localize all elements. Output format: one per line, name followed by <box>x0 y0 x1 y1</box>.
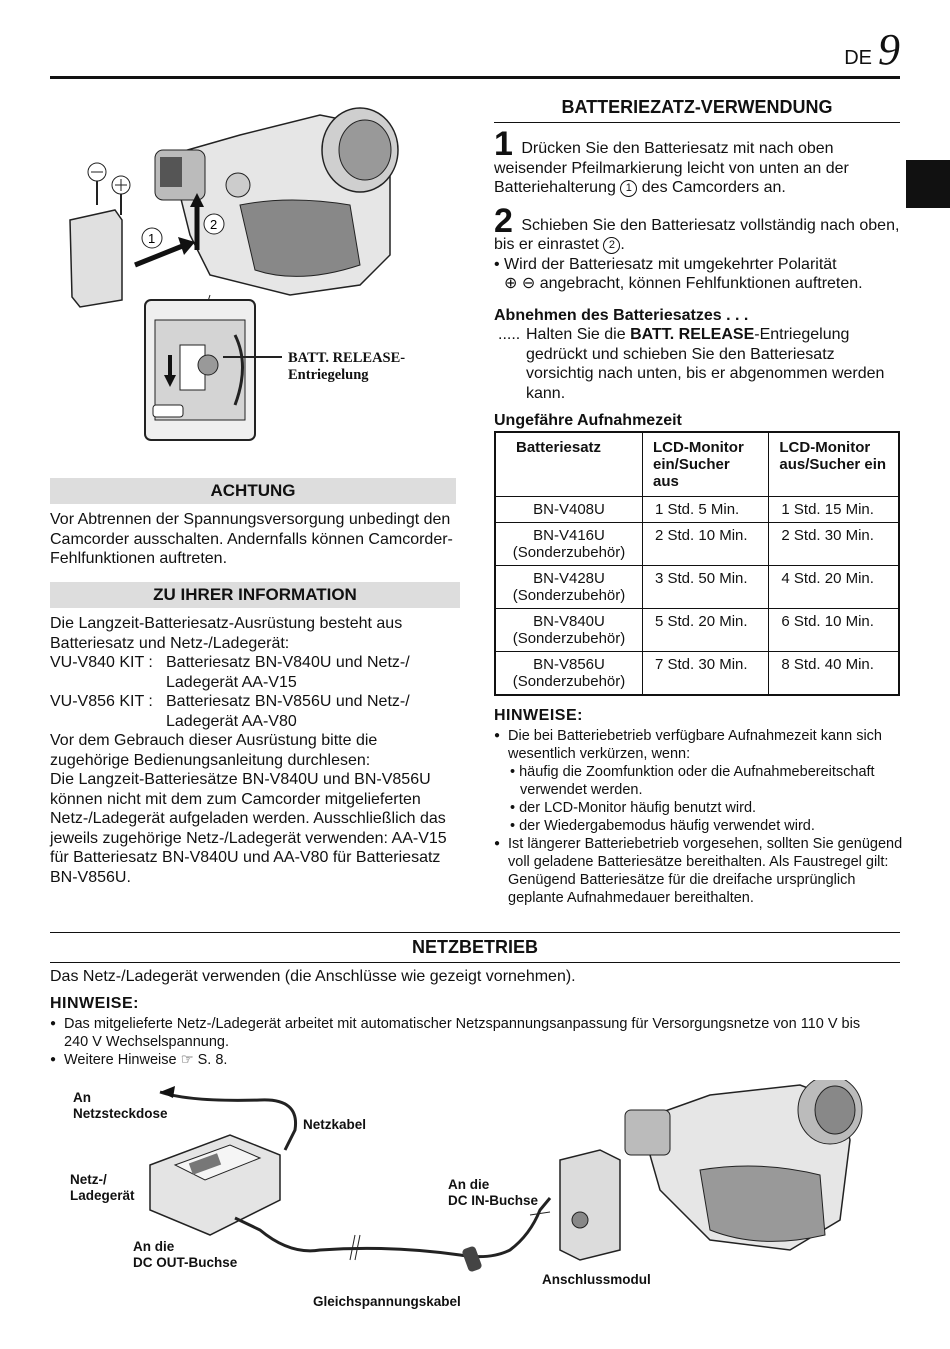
label-module: Anschlussmodul <box>542 1272 651 1287</box>
caution-section <box>50 478 456 569</box>
kit-desc <box>166 653 410 692</box>
kit-desc-b: Ladegerät AA-V80 <box>166 712 297 730</box>
page-header <box>844 25 900 74</box>
table-cell: 7 Std. 30 Min. <box>643 652 769 696</box>
note-sub-item: • der Wiedergabemodus häufig verwendet wird. <box>510 818 815 834</box>
table-row <box>495 523 899 566</box>
kit-entry <box>50 653 460 692</box>
step-1-number: 1 <box>494 125 513 163</box>
ac-power-section <box>50 932 900 1069</box>
step-1-text: Drücken Sie den Batteriesatz mit nach oben weisender Pfeilmarkierung leicht von unten an der Batteriehalterung <box>494 140 849 196</box>
table-row <box>495 609 899 652</box>
step-2-text: Schieben Sie den Batteriesatz vollständig nach oben, bis er einrastet <box>494 216 900 253</box>
note-bullet: ● Die bei Batteriebetrieb verfügbare Aufnahmezeit kann sich wesentlich verkürzen, wenn: <box>494 727 904 763</box>
battery-model: BN-V416U <box>533 527 605 544</box>
section-tab-marker <box>906 160 950 208</box>
label-dc-out <box>133 1239 237 1271</box>
step-1 <box>494 125 900 198</box>
notes-section-1 <box>494 707 904 907</box>
page-number: 9 <box>878 25 900 74</box>
table-cell: 3 Std. 50 Min. <box>643 566 769 609</box>
camcorder-battery-drawing <box>60 95 480 455</box>
info-section <box>50 582 460 887</box>
label-power-cable: Netzkabel <box>303 1117 367 1132</box>
caution-title: ACHTUNG <box>50 478 456 504</box>
recording-time-title: Ungefähre Aufnahmezeit <box>494 412 682 429</box>
table-cell-battery <box>495 523 643 566</box>
label-dc-out-line1: An die <box>133 1239 175 1254</box>
svg-text:2: 2 <box>210 217 218 232</box>
label-adapter-line1: Netz-/ <box>70 1172 107 1187</box>
kit-desc-a: Batteriesatz BN-V840U und Netz-/ <box>166 654 410 671</box>
remove-title: Abnehmen des Batteriesatzes . . . <box>494 306 749 324</box>
table-header: LCD-Monitor aus/Sucher ein <box>769 432 899 497</box>
caution-text: Vor Abtrennen der Spannungsversorgung unbedingt den Camcorder ausschalten. Andernfalls können Camcorder-Fehlfunktionen auftreten. <box>50 511 453 567</box>
info-title: ZU IHRER INFORMATION <box>50 582 460 608</box>
label-dc-in <box>448 1177 538 1209</box>
remove-lead: ..... <box>498 326 521 343</box>
circled-1: 1 <box>620 180 637 197</box>
kit-name: VU-V840 KIT : <box>50 654 153 671</box>
kit-desc <box>166 692 410 731</box>
step-2-end: . <box>620 236 625 253</box>
table-cell: 4 Std. 20 Min. <box>769 566 899 609</box>
header-rule <box>50 76 900 79</box>
note-bullet: ● Weitere Hinweise ☞ S. 8. <box>50 1051 900 1069</box>
label-outlet-line1: An <box>73 1090 91 1105</box>
battery-note: (Sonderzubehör) <box>512 587 626 604</box>
battery-attach-illustration <box>60 95 480 455</box>
batt-release-label-line1: BATT. RELEASE- <box>288 350 406 366</box>
table-cell: 6 Std. 10 Min. <box>769 609 899 652</box>
table-cell: 5 Std. 20 Min. <box>643 609 769 652</box>
kit-desc-a: Batteriesatz BN-V856U und Netz-/ <box>166 693 410 710</box>
table-header: LCD-Monitor ein/Sucher aus <box>643 432 769 497</box>
table-row <box>495 497 899 523</box>
battery-model: BN-V428U <box>533 570 605 587</box>
note-sub-item: • der LCD-Monitor häufig benutzt wird. <box>510 800 757 816</box>
remove-instructions <box>494 325 900 403</box>
notes-title: HINWEISE: <box>50 994 139 1012</box>
table-header: Batteriesatz <box>495 432 643 497</box>
table-cell: 2 Std. 10 Min. <box>643 523 769 566</box>
label-adapter-line2: Ladegerät <box>70 1188 135 1203</box>
battery-model: BN-V408U <box>533 501 605 518</box>
notes-title: HINWEISE: <box>494 707 583 724</box>
table-cell: 2 Std. 30 Min. <box>769 523 899 566</box>
battery-model: BN-V840U <box>533 613 605 630</box>
battery-usage-title: BATTERIEZATZ-VERWENDUNG <box>494 97 900 123</box>
remove-text-bold: BATT. RELEASE <box>630 326 755 343</box>
note-bullet: ● Ist längerer Batteriebetrieb vorgesehen, sollten Sie genügend voll geladene Batteriesätze bereithalten. Als Faustregel gilt: Genügend Batteriesätze für die dreifache ursprünglich geplante Aufnahmedauer bereithalten. <box>494 835 904 907</box>
step-1-end: des Camcorders an. <box>641 179 786 196</box>
label-dc-in-line2: DC IN-Buchse <box>448 1193 539 1208</box>
table-row <box>495 566 899 609</box>
ac-power-text: Das Netz-/Ladegerät verwenden (die Anschlüsse wie gezeigt vornehmen). <box>50 968 576 985</box>
table-cell-battery <box>495 566 643 609</box>
note-sub-item: • häufig die Zoomfunktion oder die Aufnahmebereitschaft verwendet werden. <box>510 764 875 798</box>
batt-release-label <box>288 350 405 384</box>
remove-text <box>526 325 900 403</box>
table-cell-battery <box>495 609 643 652</box>
info-intro: Die Langzeit-Batteriesatz-Ausrüstung besteht aus Batteriesatz und Netz-/Ladegerät: <box>50 615 403 652</box>
language-code: DE <box>844 47 872 69</box>
kit-desc-b: Ladegerät AA-V15 <box>166 673 297 691</box>
polarity-note <box>494 255 900 294</box>
table-header-row <box>495 432 899 497</box>
label-dc-out-line2: DC OUT-Buchse <box>133 1255 238 1270</box>
label-dc-in-line1: An die <box>448 1177 490 1192</box>
battery-note: (Sonderzubehör) <box>512 630 626 647</box>
step-2 <box>494 201 900 255</box>
step-2-number: 2 <box>494 201 513 240</box>
info-para: Vor dem Gebrauch dieser Ausrüstung bitte die zugehörige Bedienungsanleitung durchlesen: <box>50 732 378 769</box>
table-row <box>495 652 899 696</box>
remove-text-b: -Entriegelung gedrückt und schieben Sie den Batteriesatz vorsichtig nach unten, bis er abgenommen werden kann. <box>526 326 885 402</box>
ac-power-title: NETZBETRIEB <box>50 933 900 963</box>
battery-model: BN-V856U <box>533 656 605 673</box>
table-cell-battery <box>495 497 643 523</box>
label-dc-cable: Gleichspannungskabel <box>313 1294 461 1309</box>
ac-connection-illustration <box>60 1080 880 1320</box>
table-cell: 8 Std. 40 Min. <box>769 652 899 696</box>
svg-text:1: 1 <box>148 231 156 246</box>
kit-name: VU-V856 KIT : <box>50 693 153 710</box>
battery-note: (Sonderzubehör) <box>512 544 626 561</box>
label-adapter <box>70 1172 135 1204</box>
polarity-note-a: • Wird der Batteriesatz mit umgekehrter Polarität <box>494 255 837 273</box>
note-bullet: ● Das mitgelieferte Netz-/Ladegerät arbeitet mit automatischer Netzspannungsanpassung für Versorgungsnetze von 110 V bis 240 V Wechselspannung. <box>50 1015 884 1051</box>
kit-entry <box>50 692 460 731</box>
battery-usage-section <box>494 97 900 431</box>
batt-release-label-line2: Entriegelung <box>288 367 369 383</box>
battery-note: (Sonderzubehör) <box>512 673 626 690</box>
label-outlet <box>73 1090 168 1122</box>
table-cell: 1 Std. 15 Min. <box>769 497 899 523</box>
info-para: Die Langzeit-Batteriesätze BN-V840U und BN-V856U können nicht mit dem zum Camcorder mitgelieferten Netz-/Ladegerät aufgeladen werden. Ausschließlich das jeweils zugehörige Netz-/Ladegerät verwenden: AA-V15 für Batteriesatz BN-V840U und AA-V80 für Batteriesatz BN-V856U. <box>50 771 447 886</box>
label-outlet-line2: Netzsteckdose <box>73 1106 168 1121</box>
table-cell: 1 Std. 5 Min. <box>643 497 769 523</box>
polarity-note-b: angebracht, können Fehlfunktionen auftreten. <box>539 275 863 292</box>
plus-minus-icon: ⊕ ⊖ <box>504 275 536 292</box>
recording-time-table <box>494 431 900 696</box>
table-cell-battery <box>495 652 643 696</box>
remove-text-a: Halten Sie die <box>526 326 626 343</box>
circled-2: 2 <box>603 237 620 254</box>
